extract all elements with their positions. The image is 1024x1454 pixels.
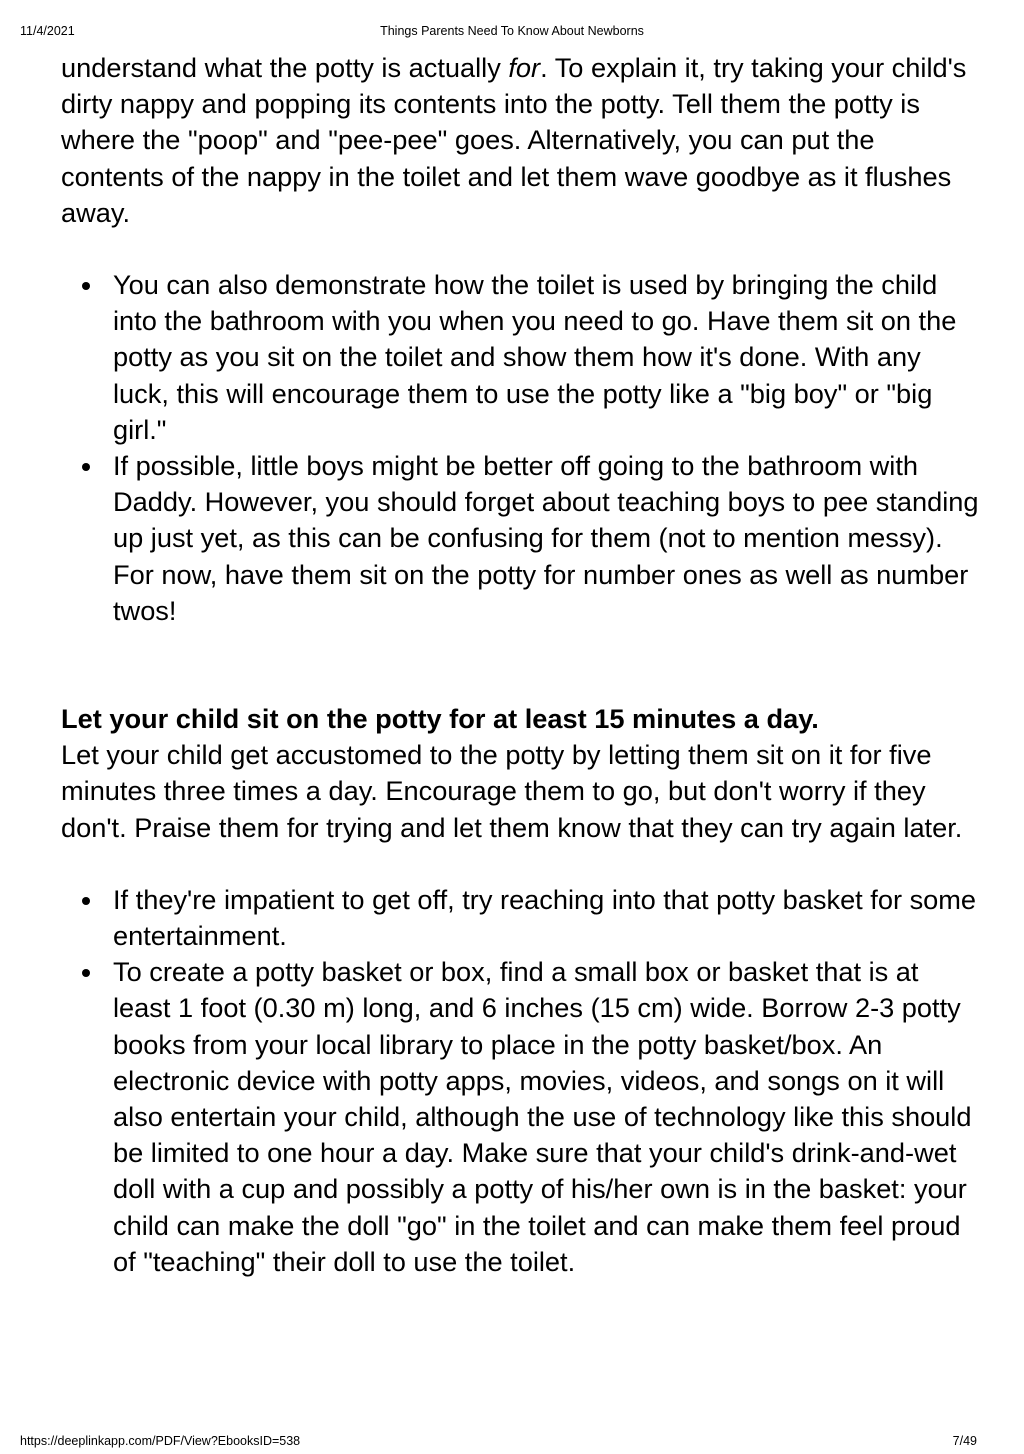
document-title: Things Parents Need To Know About Newborns xyxy=(380,24,644,38)
intro-text-end: . To explain it, try taking your child's dirty nappy and popping its contents into the potty. Tell them the potty is where the "poop" and "pee-pee" goes. Alternatively, you can put the contents of the nappy in the toilet and let them wave goodbye as it flushes away. xyxy=(61,52,967,228)
list-item: If possible, little boys might be better off going to the bathroom with Daddy. However, you should forget about teaching boys to pee standing up just yet, as this can be confusing for them (not to mention messy). For now, have them sit on the potty for number ones as well as number twos! xyxy=(113,448,981,629)
section-body: Let your child get accustomed to the potty by letting them sit on it for five minutes three times a day. Encourage them to go, but don't worry if they don't. Praise them for trying and let them know that they can try again later. xyxy=(61,739,963,843)
intro-paragraph xyxy=(61,50,981,231)
page-header xyxy=(0,24,1024,44)
print-date: 11/4/2021 xyxy=(20,24,75,38)
list-item: If they're impatient to get off, try reaching into that potty basket for some entertainment. xyxy=(113,882,981,954)
list-item: To create a potty basket or box, find a small box or basket that is at least 1 foot (0.30 m) long, and 6 inches (15 cm) wide. Borrow 2-3 potty books from your local library to place in the potty basket/box. An electronic device with potty apps, movies, videos, and songs on it will also entertain your child, although the use of technology like this should be limited to one hour a day. Make sure that your child's drink-and-wet doll with a cup and possibly a potty of his/her own is in the basket: your child can make the doll "go" in the toilet and can make them feel proud of "teaching" their doll to use the toilet. xyxy=(113,954,981,1280)
page-number: 7/49 xyxy=(952,1434,977,1448)
source-url[interactable]: https://deeplinkapp.com/PDF/View?EbooksID=538 xyxy=(20,1434,301,1448)
intro-text-start: understand what the potty is actually xyxy=(61,52,509,83)
bullet-list-potty-basket xyxy=(61,882,981,1280)
document-body xyxy=(61,50,981,1280)
intro-emphasis: for xyxy=(508,52,541,83)
list-item: You can also demonstrate how the toilet is used by bringing the child into the bathroom with you when you need to go. Have them sit on the potty as you sit on the toilet and show them how it's done. With any luck, this will encourage them to use the potty like a "big boy" or "big girl." xyxy=(113,267,981,448)
bullet-list-demonstrate xyxy=(61,267,981,629)
section-heading: Let your child sit on the potty for at least 15 minutes a day. xyxy=(61,703,819,735)
section-sit-on-potty xyxy=(61,701,981,846)
page-footer xyxy=(0,1434,1024,1454)
